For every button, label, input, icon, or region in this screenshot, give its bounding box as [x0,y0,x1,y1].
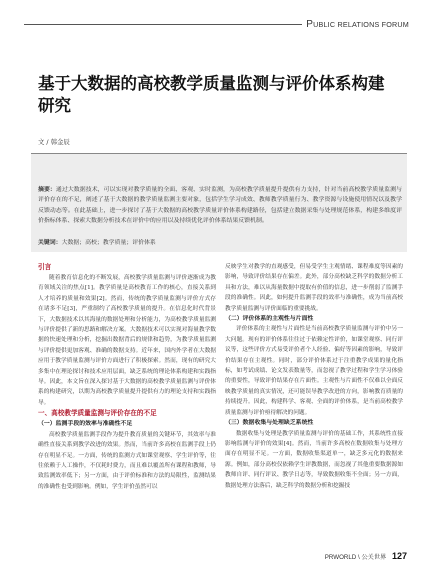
paragraph-1-1: 高校教学质量监测手段作为提升教育质量的关键环节，其效率与准确性直接关系到教学改进的效果。然而，当前许多高校在监测手段上仍存在明显不足。一方面，传统的监测方式如课堂观察、学生评价等，往往依赖于人工操作，不仅耗时费力，而且难以覆盖所有课程和教师，导致监测效率低下；另一方面，由于评价标准和方法的局限性，监测结果的准确性也受到影响。例如，学生评价虽然可以 [38,431,216,490]
section-label-initial: P [306,19,314,30]
section-label [302,19,409,30]
subheading-1-2: （二）评价体系的主观性与片面性 [225,316,314,323]
heading-intro: 引言 [38,263,52,271]
keywords-label: 关键词： [38,240,62,246]
paragraph-1-2: 评价体系的主观性与片面性是当前高校教学质量监测与评价中另一大问题。现有的评价体系往往过于依赖定性评价，如课堂观察、同行评议等，这些评价方式易受评价者个人经验、偏好等因素的影响，导致评价结果存在主观性。同时，部分评价体系过于注重教学成果的量化指标，如考试成绩、论文发表数量等，而忽视了教学过程和学生学习体验的重要性，导致评价结果存在片面性。主观性与片面性不仅难以全面反映教学质量的真实情况，还可能误导教学改进的方向，影响教育质量的持续提升。因此，构建科学、客观、全面的评价体系，是当前高校教学质量监测与评价亟待解决的问题。 [225,326,403,416]
right-column [225,262,403,491]
footer-magazine: 公关世界 [361,554,387,561]
paragraph-intro: 随着教育信息化的不断发展，高校教学质量监测与评价逐渐成为教育领域关注的焦点[1]。教学质量是高校教育工作的核心，直接关系到人才培养的质量和效果[2]。然而，传统的教学质量监测与评价方式存在诸多不足[3]，严重制约了高校教学质量的提升。在信息化时代背景下，大数据技术以其海量的数据处理和分析能力，为高校教学质量监测与评价提供了新的思路和解决方案。大数据技术可以实现对海量教学数据的快速处理和分析，挖掘出数据背后的规律和趋势，为教学质量监测与评价提供更加客观、准确的数据支持。近年来，国内外学者在大数据应用于教学质量监测与评价方面进行了积极探索。然而，现有的研究大多集中在理论探讨和技术应用层面，缺乏系统的理论体系构建和实践指导。因此，本文旨在深入探讨基于大数据的高校教学质量监测与评价体系的构建研究，以期为高校教学质量提升提供有力的理论支持和实践指导。 [38,275,216,406]
left-column [38,262,216,492]
keywords-text: 大数据；高校；教学质量；评价体系 [61,240,156,246]
heading-section-1: 一、高校教学质量监测与评价存在的不足 [38,409,157,418]
footer-separator: \ [358,554,360,561]
page-footer [325,551,407,561]
article-title: 基于大数据的高校教学质量监测与评价体系构建研究 [38,74,385,115]
paragraph-1-3: 数据收集与处理是教学质量监测与评价的基础工作，其系统性直接影响监测与评价的效果[4]。然而，当前许多高校在数据收集与处理方面存在明显不足。一方面，数据收集渠道单一，缺乏多元化的数据来源。例如，部分高校仅依赖学生评教数据，而忽视了其他重要数据源如教师自评、同行评议、教学日志等，导致数据收集不全面；另一方面，数据处理方法落后，缺乏科学的数据分析和挖掘技 [225,430,403,489]
subheading-1-3: （三）数据收集与处理缺乏系统性 [225,420,314,427]
page-number: 127 [391,551,407,561]
abstract-text: 通过大数据技术，可以实现对教学质量的全面、客观、实时监测，为高校教学质量提升提供有力支持，针对当前高校教学质量监测与评价存在的不足，阐述了基于大数据的教学质量监测主要对象，包括学生学习成效、教师教学质量行为、教学资源与设施使用情况以及教学反馈动态等。在此基础上，进一步探讨了基于大数据的高校教学质量评价体系构建路径，包括建立数据采集与处理规范体系，构建多维度评价指标体系、探索大数据分析技术在评价中的应用以及持续优化评价体系结果反馈机制。 [38,187,402,225]
author-line: 文 / 韩金辰 [38,138,70,146]
subheading-1-1: （一）监测手段的效率与准确性不足 [38,421,133,428]
section-label-rest: UBLIC RELATIONS FORUM [313,20,409,29]
abstract [38,185,402,227]
keywords [38,239,402,248]
abstract-label: 摘要： [38,187,56,193]
paragraph-1-1-continued: 反映学生对教学的直观感受，但易受学生主观情绪、课程难度等因素的影响，导致评价结果存在偏差。此外，部分高校缺乏科学的数据分析工具和方法，难以从海量数据中提取有价值的信息，进一步削弱了监测手段的准确性。因此，如何提升监测手段的效率与准确性，成为当前高校教学质量监测与评价面临的重要挑战。 [225,264,403,312]
footer-brand: PRWORLD [324,554,357,561]
